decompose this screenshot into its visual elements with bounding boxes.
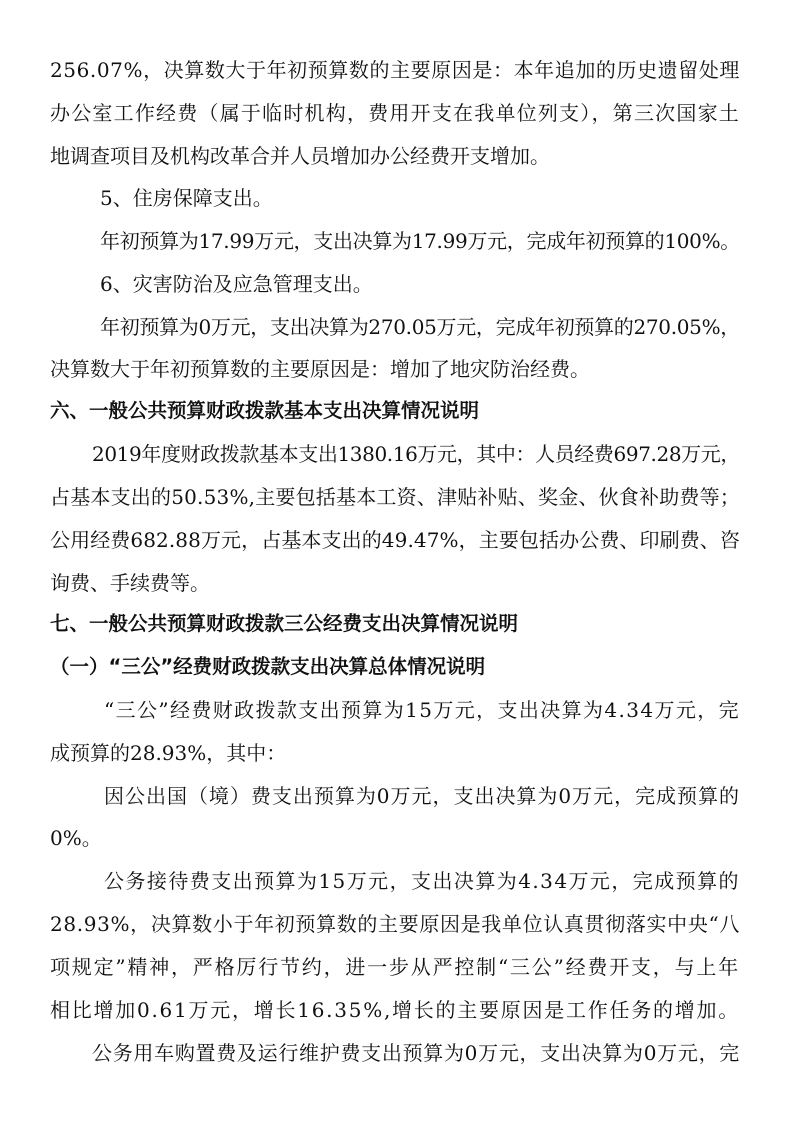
body-line: 地调查项目及机构改革合并人员增加办公经费开支增加。 [50, 144, 550, 168]
body-line: 公务接待费支出预算为15万元，支出决算为4.34万元，完成预算的 [104, 869, 740, 893]
section-heading: 六、一般公共预算财政拨款基本支出决算情况说明 [50, 399, 480, 422]
body-line: 公用经费682.88万元，占基本支出的49.47%，主要包括办公费、印刷费、咨 [50, 528, 740, 552]
subsection-heading: （一）“三公”经费财政拨款支出决算总体情况说明 [50, 655, 486, 678]
body-line: 28.93%，决算数小于年初预算数的主要原因是我单位认真贯彻落实中央“八 [50, 912, 740, 936]
body-line: 相比增加0.61万元，增长16.35%,增长的主要原因是工作任务的增加。 [50, 998, 740, 1022]
body-line: “三公”经费财政拨款支出预算为15万元，支出决算为4.34万元，完 [104, 698, 740, 722]
body-line: 占基本支出的50.53%,主要包括基本工资、津贴补贴、奖金、伙食补助费等； [50, 485, 740, 509]
body-line: 决算数大于年初预算数的主要原因是：增加了地灾防治经费。 [50, 357, 590, 381]
body-line: 办公室工作经费（属于临时机构，费用开支在我单位列支），第三次国家土 [50, 101, 740, 125]
list-item-heading: 6、灾害防治及应急管理支出。 [100, 272, 373, 296]
section-heading: 七、一般公共预算财政拨款三公经费支出决算情况说明 [50, 612, 519, 635]
body-line: 公务用车购置费及运行维护费支出预算为0万元，支出决算为0万元，完 [92, 1041, 740, 1065]
body-line: 询费、手续费等。 [50, 571, 210, 595]
body-line: 年初预算为0万元，支出决算为270.05万元，完成年初预算的270.05%， [100, 315, 740, 339]
body-line: 成预算的28.93%，其中： [50, 741, 287, 765]
body-line: 年初预算为17.99万元，支出决算为17.99万元，完成年初预算的100%。 [100, 229, 740, 253]
list-item-heading: 5、住房保障支出。 [100, 186, 273, 210]
body-line: 2019年度财政拨款基本支出1380.16万元，其中：人员经费697.28万元， [92, 442, 740, 466]
body-line: 因公出国（境）费支出预算为0万元，支出决算为0万元，完成预算的 [104, 784, 740, 808]
body-line: 0%。 [50, 826, 102, 850]
body-line: 256.07%，决算数大于年初预算数的主要原因是：本年追加的历史遗留处理 [50, 58, 740, 82]
body-line: 项规定”精神，严格厉行节约，进一步从严控制“三公”经费开支，与上年 [50, 955, 740, 979]
